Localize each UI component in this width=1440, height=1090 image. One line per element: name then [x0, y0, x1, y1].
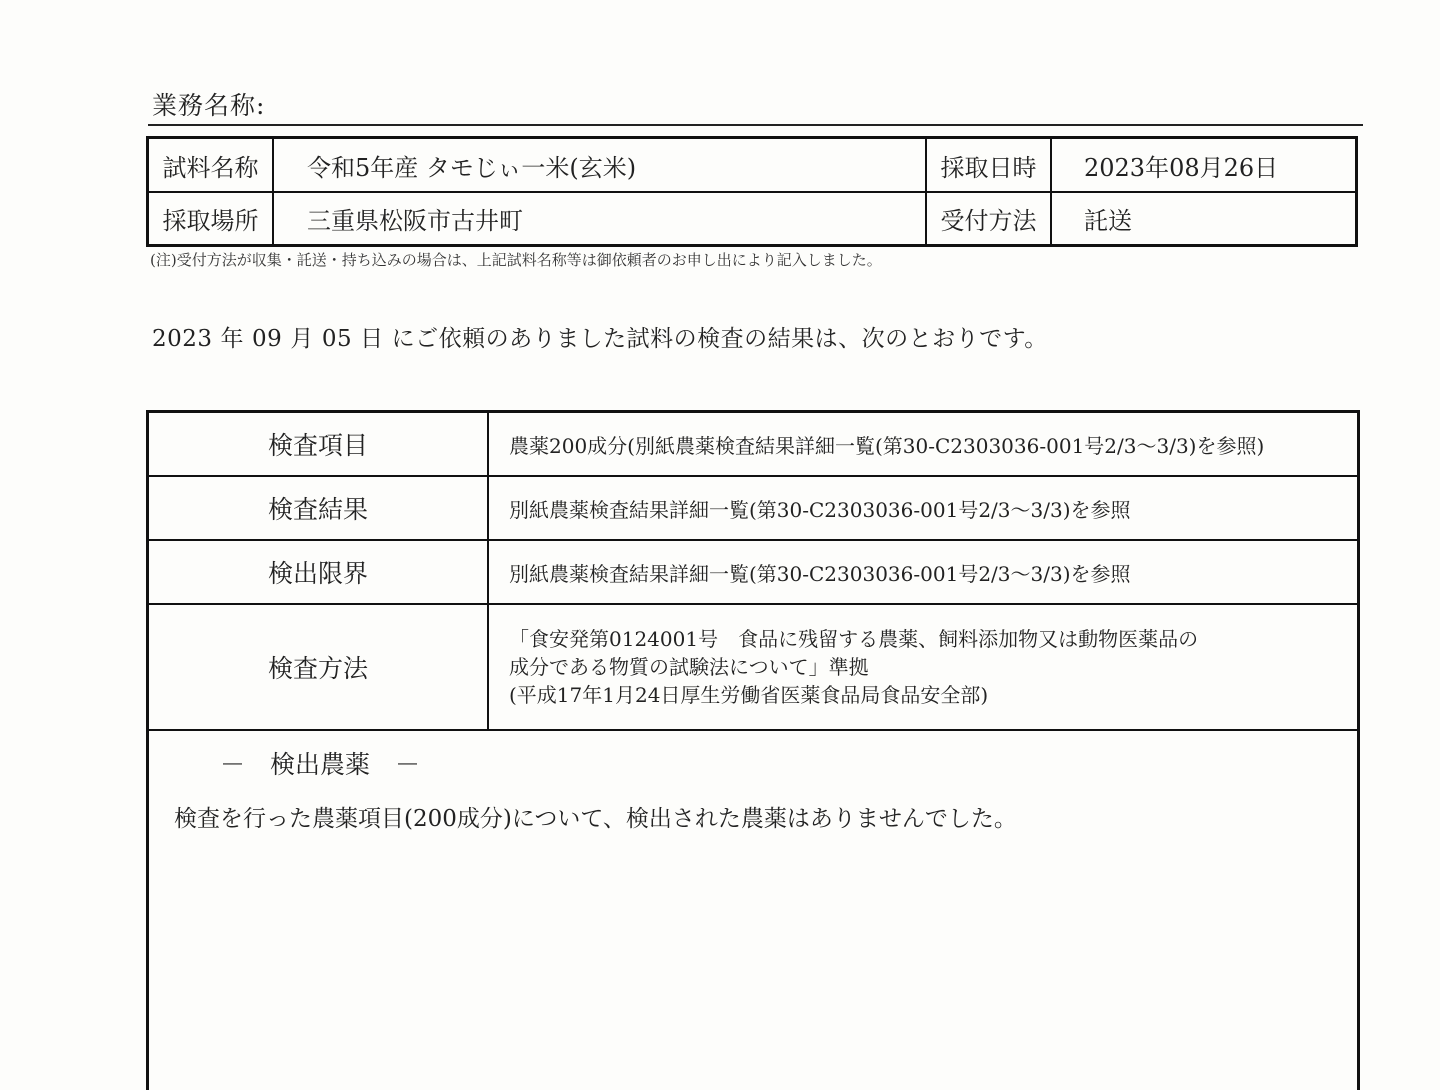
reception-method-label: 受付方法 — [925, 193, 1052, 244]
reception-method-value: 託送 — [1084, 207, 1132, 235]
detected-pesticides-heading: － 検出農薬 － — [220, 750, 421, 779]
inspection-result-label: 検査結果 — [149, 477, 489, 539]
inspection-item-value: 農薬200成分(別紙農薬検査結果詳細一覧(第30-C2303036-001号2/3～3/3)を参照) — [509, 433, 1265, 458]
request-statement — [152, 320, 1056, 353]
inspection-method-value — [489, 605, 1357, 729]
request-text: にご依頼のありました試料の検査の結果は、次のとおりです。 — [391, 326, 1048, 352]
footnote: (注)受付方法が収集・託送・持ち込みの場合は、上記試料名称等は御依頼者のお申し出により記入しました。 — [150, 251, 882, 269]
inspection-result-value: 別紙農薬検査結果詳細一覧(第30-C2303036-001号2/3～3/3)を参照 — [509, 497, 1131, 522]
request-year: 2023 — [152, 326, 213, 352]
table-row — [149, 477, 1357, 541]
request-day: 05 — [321, 326, 353, 352]
sample-info-row — [149, 139, 1355, 193]
sample-info-table — [146, 136, 1358, 247]
inspection-method-label: 検査方法 — [149, 605, 489, 729]
sampling-place-value: 三重県松阪市古井町 — [307, 207, 523, 235]
task-name-label: 業務名称: — [152, 91, 266, 120]
request-day-unit: 日 — [360, 326, 384, 352]
detected-pesticides-text: 検査を行った農薬項目(200成分)について、検出された農薬はありませんでした。 — [174, 806, 1017, 832]
inspection-item-label: 検査項目 — [149, 413, 489, 475]
sampling-date-value: 2023年08月26日 — [1084, 153, 1279, 182]
inspection-method-line: 「食安発第0124001号 食品に残留する農薬、飼料添加物又は動物医薬品の — [509, 627, 1199, 651]
request-month: 09 — [252, 326, 283, 352]
sample-info-row — [149, 193, 1355, 244]
request-year-unit: 年 — [220, 326, 245, 352]
inspection-method-line: (平成17年1月24日厚生労働省医薬食品局食品安全部) — [509, 683, 989, 707]
table-row — [149, 605, 1357, 731]
task-name-rule — [148, 124, 1363, 126]
request-month-unit: 月 — [290, 326, 314, 352]
detection-limit-value: 別紙農薬検査結果詳細一覧(第30-C2303036-001号2/3～3/3)を参照 — [509, 561, 1131, 586]
sampling-place-label: 採取場所 — [149, 193, 274, 244]
sample-name-value: 令和5年産 タモじぃ一米(玄米) — [307, 153, 637, 182]
inspection-method-line: 成分である物質の試験法について」準拠 — [509, 655, 869, 679]
sampling-date-label: 採取日時 — [925, 139, 1052, 191]
detection-limit-label: 検出限界 — [149, 541, 489, 603]
sample-name-label: 試料名称 — [149, 139, 274, 191]
table-row — [149, 541, 1357, 605]
table-row — [149, 413, 1357, 477]
